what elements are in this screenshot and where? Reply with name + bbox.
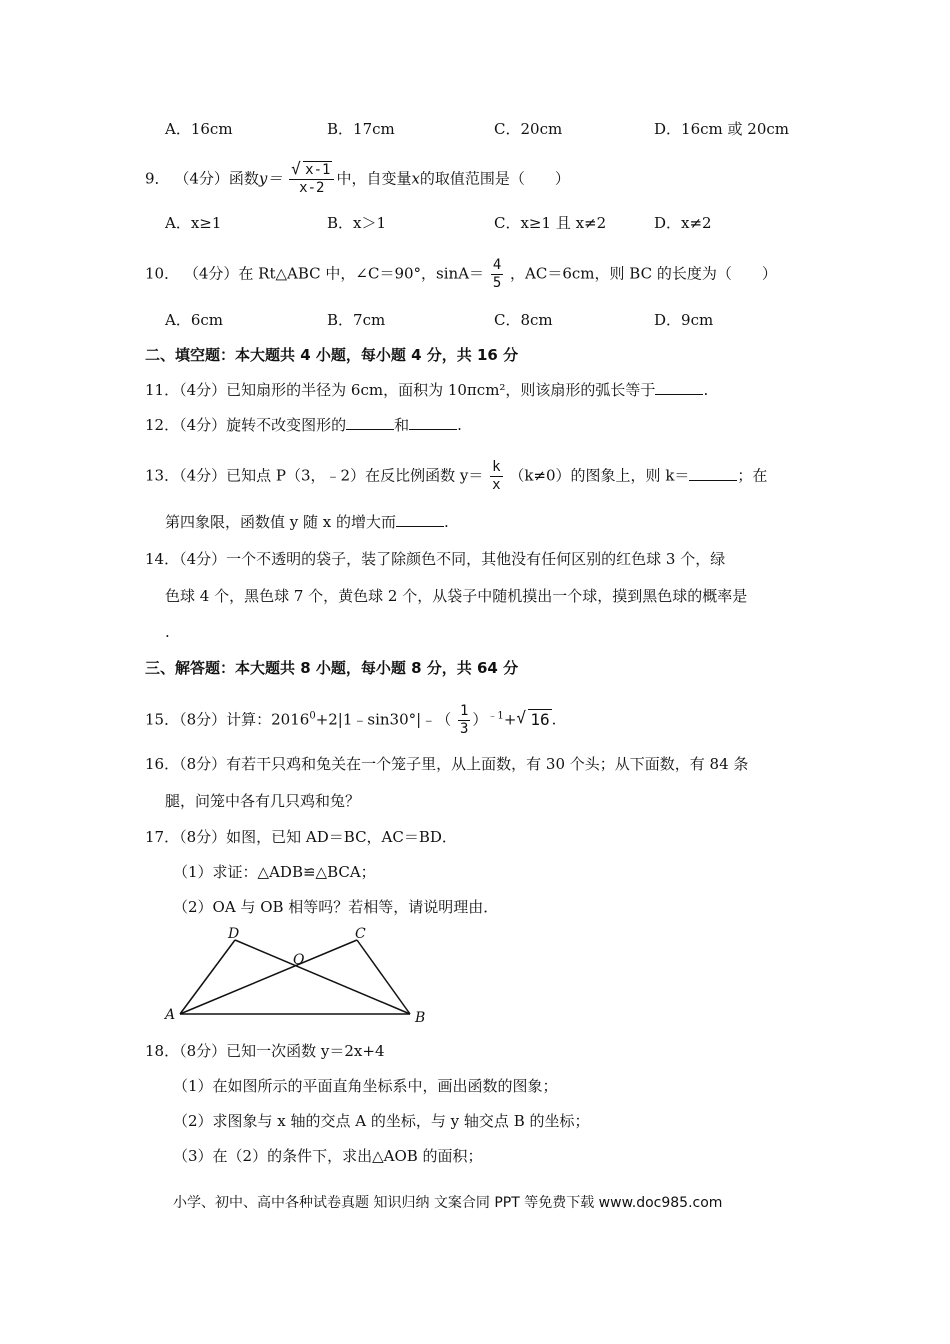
q11-answer-blank[interactable]: [655, 380, 703, 395]
label-d: D: [228, 926, 240, 942]
question-9: 9． （4分）函数y＝ √ x-1 x-2 中，自变量x的取值范围是（ ）: [145, 159, 570, 196]
label-c: C: [355, 926, 366, 942]
q18-sub-2: （2）求图象与 x 轴的交点 A 的坐标，与 y 轴交点 B 的坐标；: [173, 1112, 590, 1130]
q9-option-a: A．x≥1: [165, 214, 222, 232]
q13-answer-blank-1[interactable]: [689, 466, 737, 481]
q18-sub-3: （3）在（2）的条件下，求出△AOB 的面积；: [173, 1147, 483, 1165]
q9-option-b: B．x＞1: [327, 214, 387, 232]
q17-sub-2: （2）OA 与 OB 相等吗？若相等，请说明理由．: [173, 898, 499, 916]
q10-fraction: $\frac{4}{5}$: [492, 257, 502, 291]
q8-option-b: B．17cm: [327, 120, 395, 138]
q13-line-2: 第四象限，函数值 y 随 x 的增大而 .: [165, 513, 449, 531]
q9-option-d: D．x≠2: [654, 214, 712, 232]
page-footer: 小学、初中、高中各种试卷真题 知识归纳 文案合同 PPT 等免费下载 www.doc985.com: [173, 1195, 723, 1211]
q9-sqrt: √ x-1: [291, 159, 331, 178]
label-b: B: [415, 1010, 426, 1026]
q13-answer-blank-2[interactable]: [396, 512, 444, 527]
q9-y: y＝: [258, 169, 283, 188]
q14-line-2: 色球 4 个，黑色球 7 个，黄色球 2 个，从袋子中随机摸出一个球，摸到黑色球的概率是: [165, 587, 748, 605]
question-18: 18．（8分）已知一次函数 y＝2x+4: [145, 1042, 385, 1060]
q15-sqrt: √ 16: [516, 707, 550, 729]
question-15: 15．（8分）计算：$2016^0+2|1﹣\sin 30^\circ|﹣$（ $\frac{1}{3}$ ）$^{﹣1}$+ √ 16 .: [145, 703, 557, 737]
question-14: 14．（4分）一个不透明的袋子，装了除颜色不同，其他没有任何区别的红色球 3 个，绿: [145, 550, 726, 568]
q10-option-b: B．7cm: [327, 311, 386, 329]
segment-ac: [180, 940, 357, 1014]
q12-answer-blank-1[interactable]: [346, 415, 394, 430]
q8-option-a: A．16cm: [165, 120, 233, 138]
question-11: 11．（4分）已知扇形的半径为 6cm，面积为 10πcm²，则该扇形的弧长等于 .: [145, 381, 709, 399]
q10-option-c: C．8cm: [494, 311, 553, 329]
q10-stem-post: ，AC＝6cm，则 BC 的长度为（ ）: [510, 264, 777, 283]
question-17: 17．（8分）如图，已知 AD＝BC，AC＝BD．: [145, 828, 457, 846]
q10-stem-pre: （4分）在 Rt△ABC 中，∠C＝90°，sinA＝: [183, 264, 485, 283]
q17-figure: [160, 922, 440, 1027]
q14-line-3: .: [165, 623, 170, 641]
q17-sub-1: （1）求证：△ADB≌△BCA；: [173, 863, 376, 881]
q10-number: 10．: [145, 264, 180, 283]
section-2-heading: 二、填空题：本大题共 4 小题，每小题 4 分，共 16 分: [145, 346, 519, 364]
question-12: 12．（4分）旋转不改变图形的 和 .: [145, 416, 462, 434]
q12-answer-blank-2[interactable]: [409, 415, 457, 430]
question-10: [145, 257, 777, 292]
q10-option-d: D．9cm: [654, 311, 714, 329]
q8-option-c: C．20cm: [494, 120, 563, 138]
question-16: 16．（8分）有若干只鸡和兔关在一个笼子里，从上面数，有 30 个头；从下面数，有 84 条: [145, 755, 749, 773]
label-o: O: [293, 952, 305, 968]
q9-number: 9．: [145, 169, 170, 188]
q9-stem-post: 中，自变量: [336, 169, 412, 188]
q9-stem-pre: （4分）函数: [174, 169, 259, 188]
q15-fraction: $\frac{1}{3}$: [459, 703, 469, 737]
q10-option-a: A．6cm: [165, 311, 224, 329]
section-3-heading: 三、解答题：本大题共 8 小题，每小题 8 分，共 64 分: [145, 659, 519, 677]
q18-sub-1: （1）在如图所示的平面直角坐标系中，画出函数的图象；: [173, 1077, 558, 1095]
q13-fraction: $\frac{k}{x}$: [492, 459, 501, 493]
q9-option-c: C．x≥1 且 x≠2: [494, 214, 607, 232]
q8-option-d: D．16cm 或 20cm: [654, 120, 789, 138]
label-a: A: [165, 1007, 176, 1023]
q16-line-2: 腿，问笼中各有几只鸡和兔？: [165, 792, 361, 810]
question-13: 13．（4分）已知点 P（3，﹣2）在反比例函数 y＝ $\frac{k}{x}$ （k≠0）的图象上，则 k＝ ；在: [145, 459, 768, 493]
q9-fraction: √ x-1 x-2: [289, 162, 334, 197]
